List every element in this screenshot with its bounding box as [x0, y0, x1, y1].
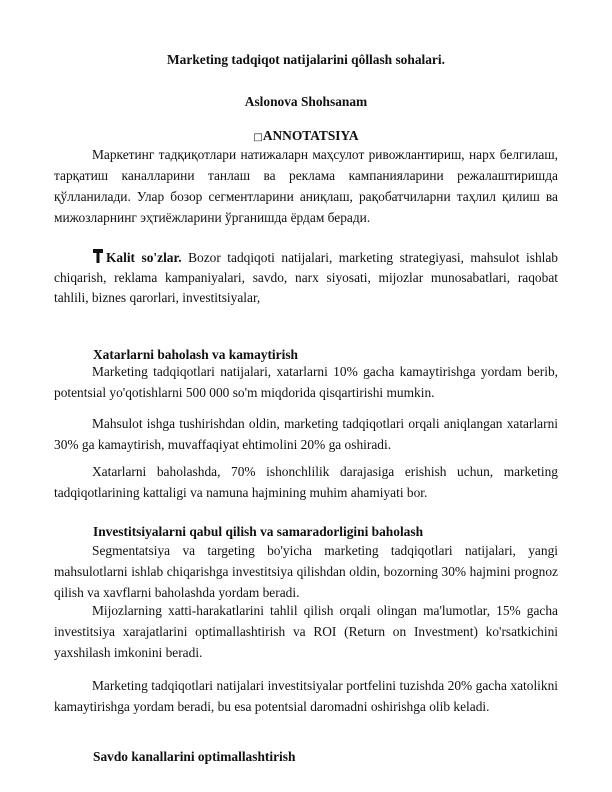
section-heading-investment: Investitsiyalarni qabul qilish va samaradorligini baholash	[93, 524, 424, 539]
document-title: Marketing tadqiqot natijalarini qôllash sohalari.	[167, 52, 445, 67]
keywords-text: Bozor tadqiqoti natijalari, marketing strategiyasi, mahsulot ishlab chiqarish, reklama kampaniyalari, savdo, narx siyosati, mijozlar munosabatlari, raqobat tahlili, biznes qarorlari, investitsiyalar,	[54, 250, 558, 305]
section-investment-paragraph-2: Mijozlarning xatti-harakatlarini tahlil qilish orqali olingan ma'lumotlar, 15% gacha investitsiya xarajatlarini optimallashtirish va ROI (Return on Investment) ko'rsatkichini yaxshilash imkonini beradi.	[54, 603, 558, 660]
annotation-text: Маркетинг тадқиқотлари натижаларн маҳсулот ривожлантириш, нарх белгилаш, тарқатиш каналларини танлаш ва реклама кампанияларини режалаштиришда қўлланилади. Улар бозор сегментларини аниқлаш, рақобатчиларни таҳлил қилиш ва мижозларнинг эҳтиёжларини ўрганишда ёрдам беради.	[54, 147, 558, 225]
section-heading-sales-channels: Savdo kanallarini optimallashtirish	[93, 749, 296, 764]
placeholder-box-icon: □	[253, 132, 263, 143]
keywords-label: Kalit so'zlar.	[106, 250, 182, 265]
section-risk-paragraph-2: Mahsulot ishga tushirishdan oldin, marketing tadqiqotlari orqali aniqlangan xatarlarni 30% ga kamaytirish, muvaffaqiyat ehtimolini 20% ga oshiradi.	[54, 416, 558, 452]
section-risk-paragraph-1: Marketing tadqiqotlari natijalari, xatarlarni 10% gacha kamaytirishga yordam berib, potentsial yo'qotishlarni 500 000 so'm miqdorida qisqartirishi mumkin.	[54, 364, 558, 400]
author-name: Aslonova Shohsanam	[244, 94, 368, 109]
section-investment-paragraph-3: Marketing tadqiqotlari natijalari investitsiyalar portfelini tuzishda 20% gacha xatolikni kamaytirishga yordam beradi, bu esa potentsial daromadni oshirishga olib keladi.	[54, 678, 558, 714]
section-heading-risk: Xatarlarni baholash va kamaytirish	[93, 347, 298, 362]
keywords-paragraph	[54, 248, 558, 308]
section-investment-paragraph-1: Segmentatsiya va targeting bo'yicha marketing tadqiqotlari natijalari, yangi mahsulotlarni ishlab chiqarishga investitsiya qilishdan oldin, bozorning 30% hajmini prognoz qilish va xavflarni baholashda yordam beradi.	[54, 543, 558, 600]
key-icon	[92, 249, 104, 263]
section-risk-paragraph-3: Xatarlarni baholashda, 70% ishonchlilik darajasiga erishish uchun, marketing tadqiqotlarining kattaligi va namuna hajmining muhim ahamiyati bor.	[54, 464, 558, 500]
annotation-heading-text: ANNOTATSIYA	[262, 128, 359, 143]
